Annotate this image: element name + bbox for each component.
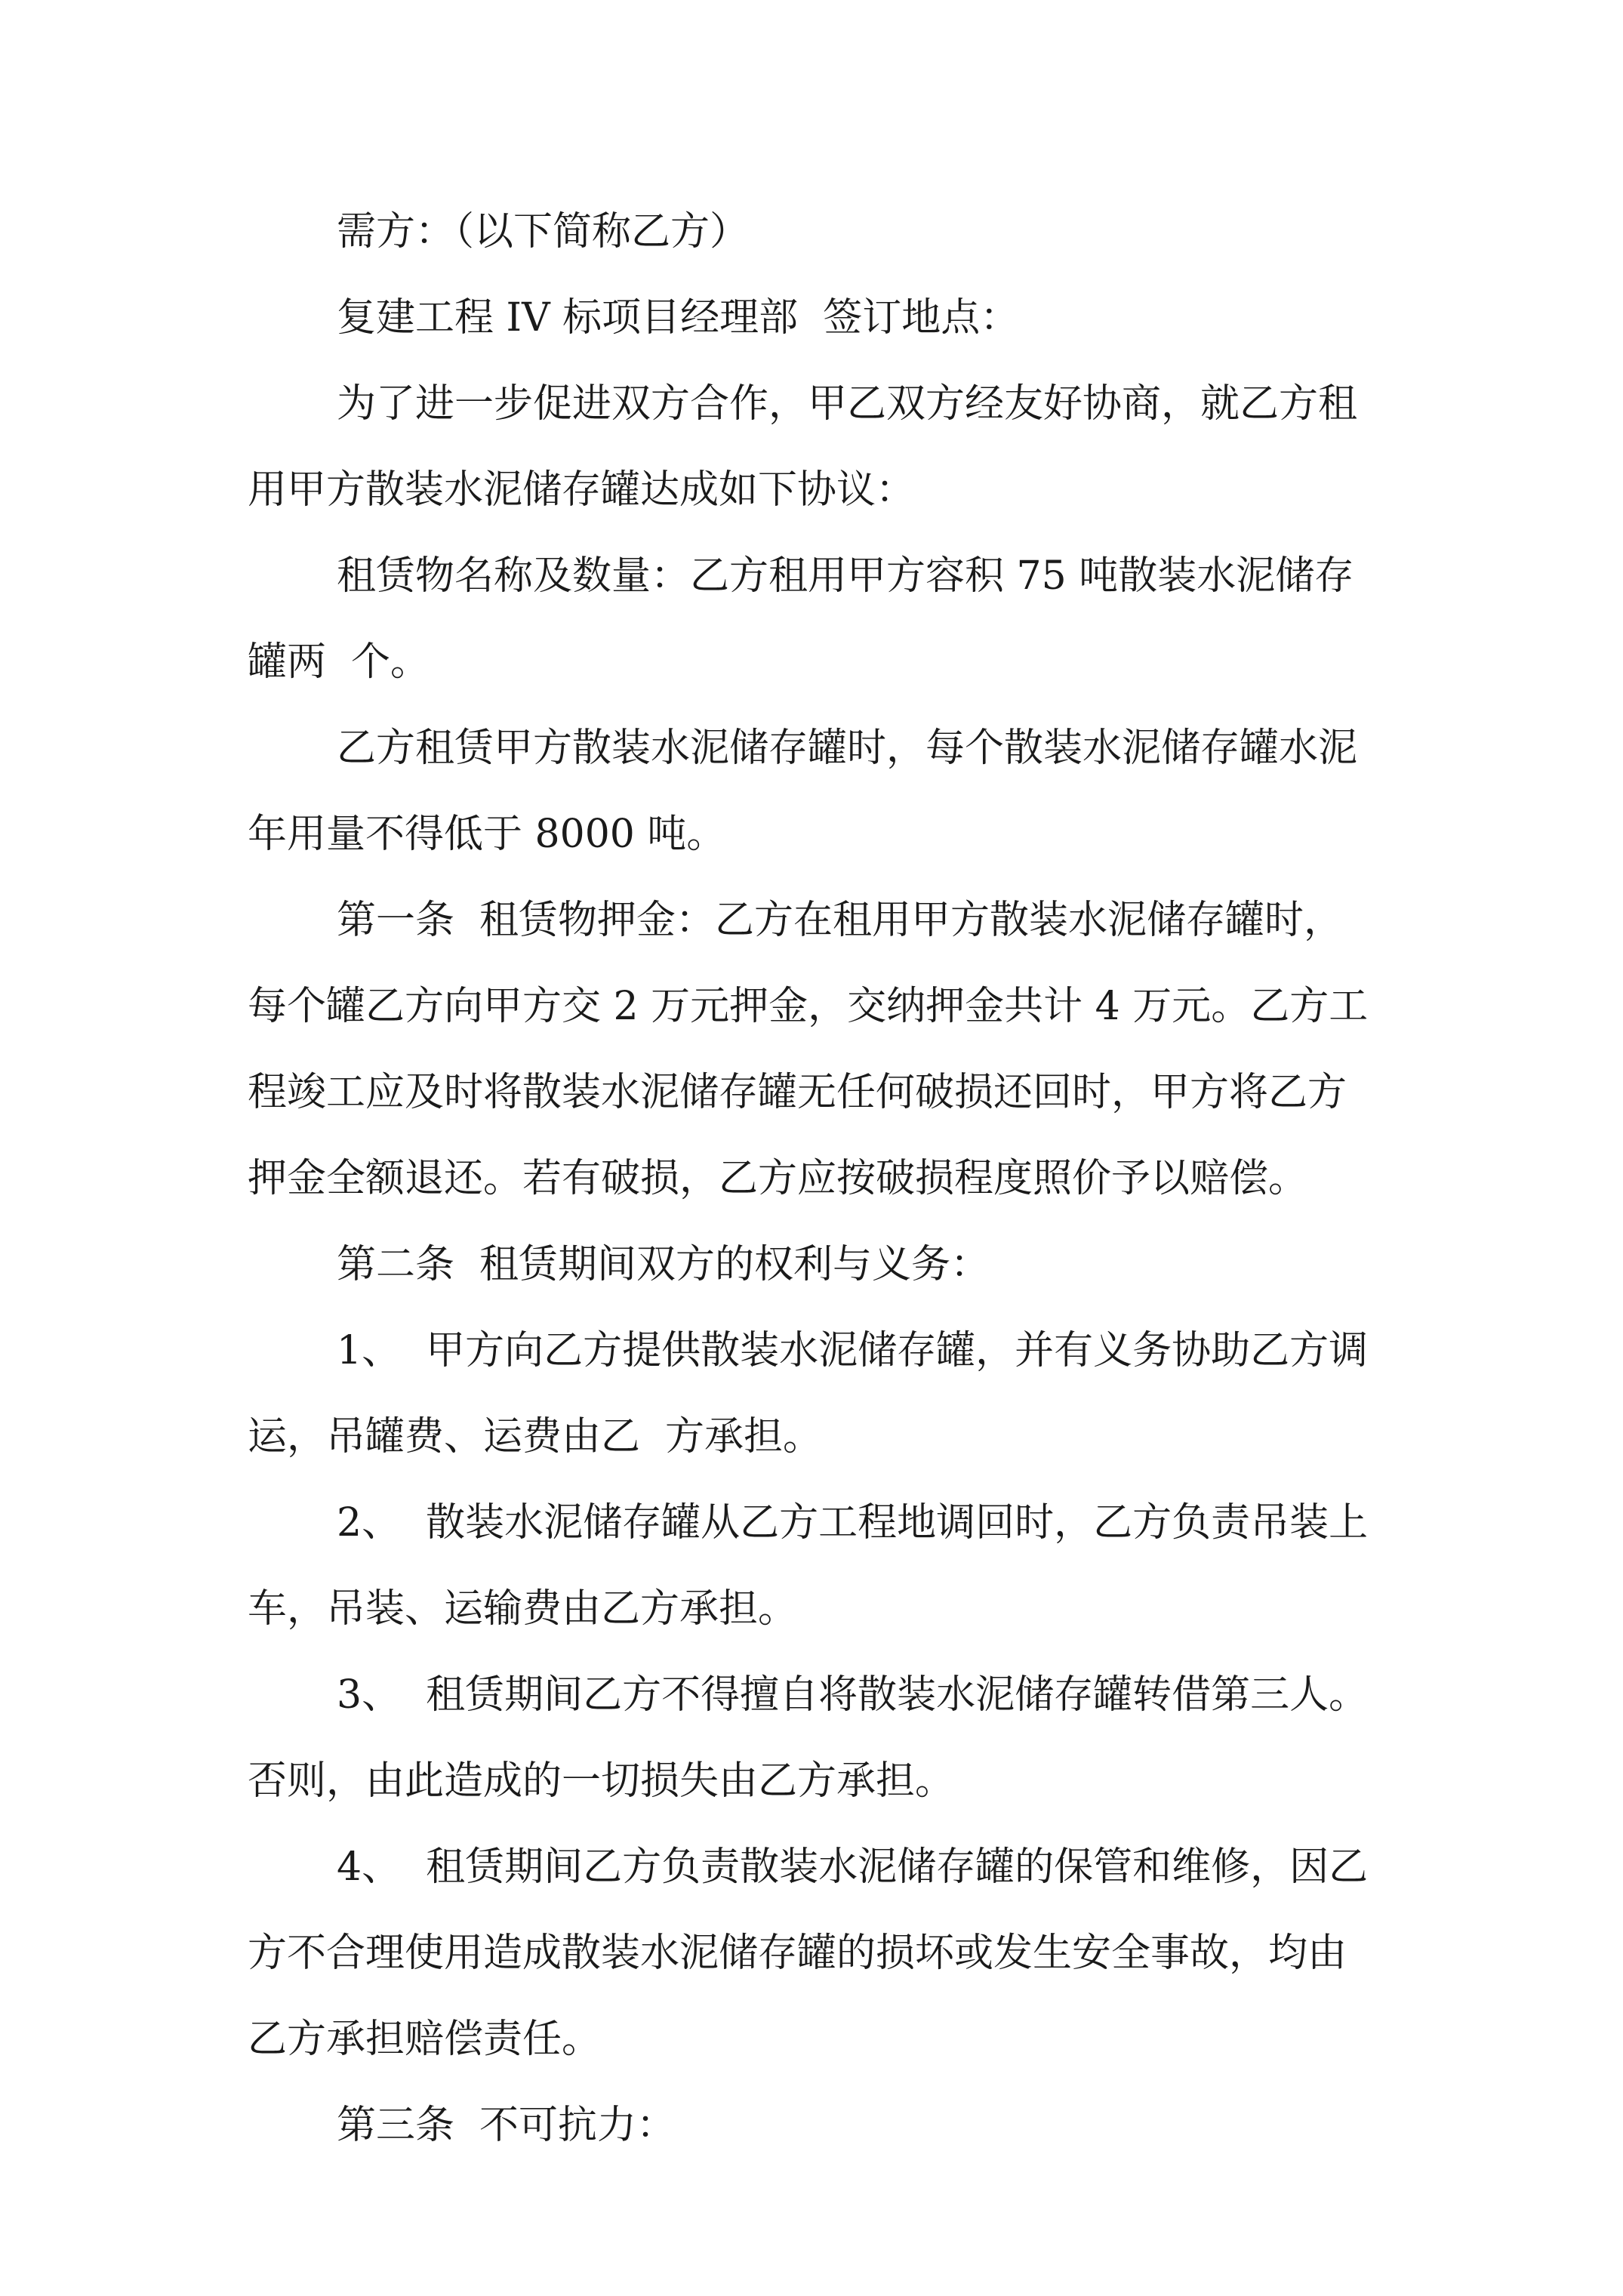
paragraph-project-location: 复建工程 IV 标项目经理部 签订地点： [337, 295, 1020, 341]
paragraph-article-2-item-4: 4、 租赁期间乙方负责散装水泥储存罐的保管和维修，因乙方不合理使用造成散装水泥储存罐的损坏或发生安全事故，均由乙方承担赔偿责任。 [248, 1845, 1369, 2062]
paragraph-annual-usage: 乙方租赁甲方散装水泥储存罐时，每个散装水泥储存罐水泥年用量不得低于 8000 吨。 [248, 726, 1358, 857]
paragraph-article-2-item-1: 1、 甲方向乙方提供散装水泥储存罐，并有义务协助乙方调运，吊罐费、运费由乙 方承担。 [248, 1328, 1369, 1459]
paragraph-buyer: 需方：（以下简称乙方） [337, 209, 750, 254]
paragraph-article-2-item-3: 3、 租赁期间乙方不得擅自将散装水泥储存罐转借第三人。否则，由此造成的一切损失由乙方承担。 [248, 1672, 1369, 1804]
paragraph-intro: 为了进一步促进双方合作，甲乙双方经友好协商，就乙方租用甲方散装水泥储存罐达成如下协议： [248, 381, 1358, 513]
paragraph-article-3: 第三条 不可抗力： [337, 2103, 676, 2148]
paragraph-article-2: 第二条 租赁期间双方的权利与义务： [337, 1242, 990, 1287]
paragraph-item-quantity: 租赁物名称及数量：乙方租用甲方容积 75 吨散装水泥储存罐两 个。 [248, 553, 1354, 685]
paragraph-article-1: 第一条 租赁物押金：乙方在租用甲方散装水泥储存罐时，每个罐乙方向甲方交 2 万元押金，交纳押金共计 4 万元。乙方工程竣工应及时将散装水泥储存罐无任何破损还回时，甲方将乙方押金全额退还。若有破损，乙方应按破损程度照价予以赔偿。 [248, 898, 1369, 1201]
document-body [248, 189, 1380, 2168]
paragraph-article-2-item-2: 2、 散装水泥储存罐从乙方工程地调回时，乙方负责吊装上车，吊装、运输费由乙方承担。 [248, 1500, 1369, 1632]
